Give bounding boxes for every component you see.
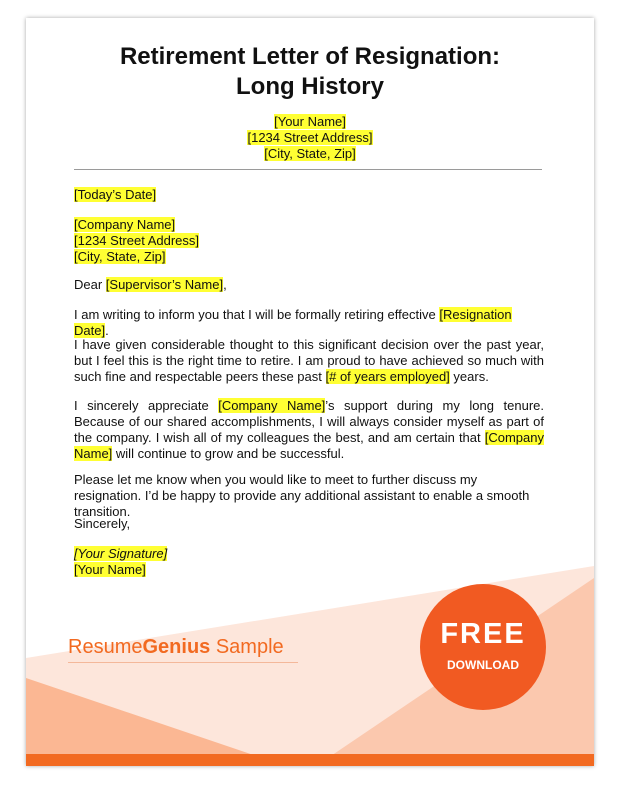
closing: Sincerely, bbox=[74, 516, 131, 531]
paragraph-4: Please let me know when you would like to meet to further discuss my resignation. I’d be happy to provide any additional assistant to enable a smooth transition. bbox=[74, 472, 530, 519]
letter-page bbox=[26, 18, 594, 766]
company-name-1: [Company Name] bbox=[218, 398, 326, 413]
sender-name: [Your Name] bbox=[274, 114, 346, 129]
download-label: DOWNLOAD bbox=[447, 658, 519, 672]
recipient-block bbox=[74, 217, 544, 265]
letter-title-line2: Long History bbox=[236, 73, 384, 100]
salutation: Dear [Supervisor’s Name], bbox=[74, 277, 227, 292]
paragraph-1: I am writing to inform you that I will be formally retiring effective [Resignation Date]. bbox=[74, 307, 512, 338]
free-download-button[interactable] bbox=[420, 584, 546, 710]
recipient-address: [1234 Street Address] bbox=[74, 233, 200, 248]
letter-title-line1: Retirement Letter of Resignation: bbox=[119, 43, 501, 70]
sender-block bbox=[26, 114, 594, 162]
recipient-company: [Company Name] bbox=[74, 217, 176, 232]
company-name-2: [Company Name] bbox=[74, 430, 544, 461]
paragraph-3: I sincerely appreciate [Company Name]’s support during my long tenure. Because of our shared accomplishments, I will always consider myself as part of the company. I wish all of my colleagues the best, and am certain that [Company Name] will continue to grow and be successful. bbox=[74, 398, 544, 461]
date-line bbox=[74, 187, 544, 203]
divider bbox=[74, 169, 542, 170]
signature: [Your Signature] bbox=[74, 546, 168, 561]
today-date: [Today’s Date] bbox=[74, 187, 157, 202]
sender-city: [City, State, Zip] bbox=[264, 146, 356, 161]
signature-block bbox=[74, 546, 544, 578]
supervisor-name: [Supervisor’s Name] bbox=[105, 277, 224, 292]
resignation-date: [Resignation Date] bbox=[74, 307, 512, 338]
recipient-city: [City, State, Zip] bbox=[74, 249, 166, 264]
signer-name: [Your Name] bbox=[74, 562, 146, 577]
free-label: FREE bbox=[440, 618, 526, 650]
brand-logo: ResumeGenius Sample bbox=[68, 636, 284, 658]
bottom-accent-bar bbox=[26, 754, 594, 766]
years-employed: [# of years employed] bbox=[325, 369, 450, 384]
paragraph-2: I have given considerable thought to this significant decision over the past year, but I feel this is the right time to retire. I am proud to have achieved so much with such fine and respectable peers these past [# of years employed] years. bbox=[74, 337, 544, 384]
brand-underline bbox=[68, 662, 298, 663]
sender-address: [1234 Street Address] bbox=[247, 130, 373, 145]
